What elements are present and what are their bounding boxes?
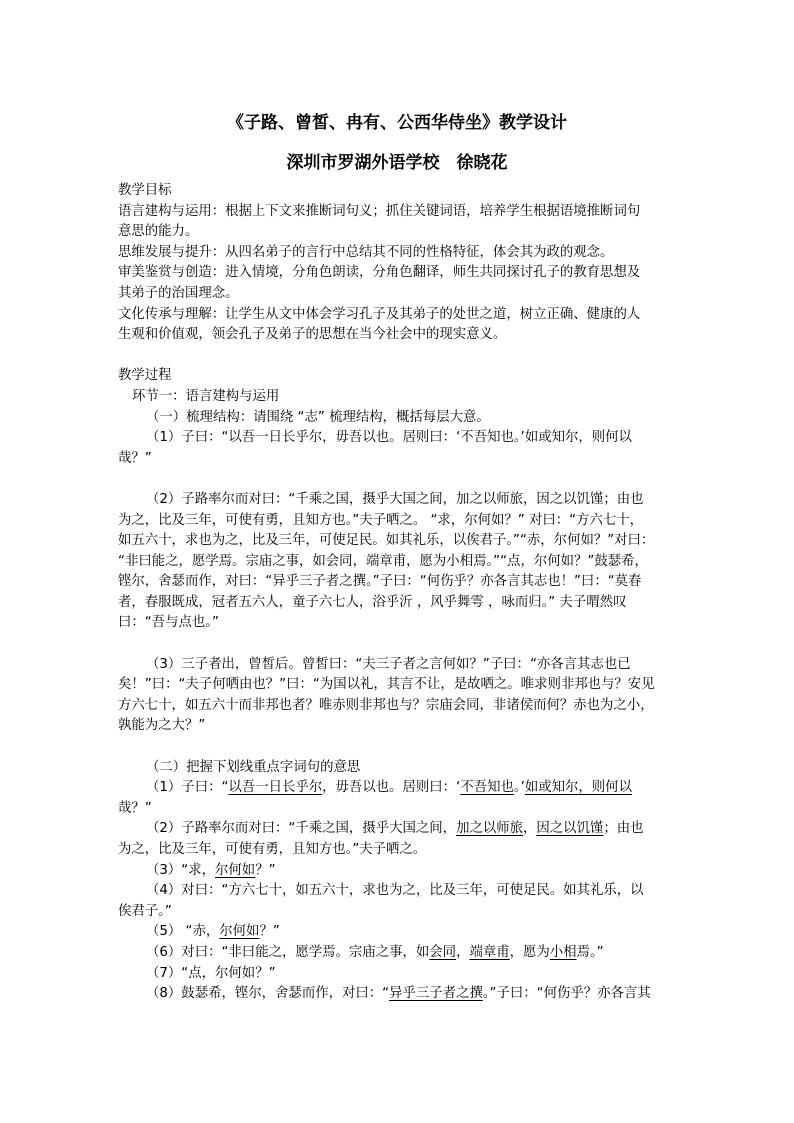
text-span: ；由也: [603, 821, 644, 837]
question-line: [118, 984, 678, 1005]
text-line: 曰：“吾与点也。”: [118, 615, 219, 631]
question-line: [118, 778, 678, 799]
underlined-phrase: 不吾知也: [460, 780, 514, 796]
text-line: 如五六十，求也为之，比及三年，可使足民。如其礼乐，以俟君子。”“赤，尔何如？”对曰：: [118, 533, 655, 549]
text-span: ，: [456, 944, 470, 960]
subsection-heading: （二）把握下划线重点字词句的意思: [146, 759, 361, 775]
goal-line: 思维发展与提升：从四名弟子的言行中总结其不同的性格特征，体会其为政的观念。: [118, 244, 614, 260]
subsection-heading: （一）梳理结构：请围绕 “志” 梳理结构，概括每层大意。: [146, 409, 490, 425]
goal-line: 意思的能力。: [118, 224, 199, 240]
text-line: （1）子曰：“以吾一日长乎尔，毋吾以也。居则曰：‘不吾知也。’如或知尔，则何以: [146, 430, 632, 446]
underlined-phrase: 因之以饥馑: [536, 821, 604, 837]
underlined-phrase: 端章甫: [469, 944, 510, 960]
text-span: ？”: [255, 862, 276, 878]
underlined-phrase: 以吾一日长乎尔: [228, 780, 323, 796]
underlined-phrase: 尔何如: [215, 862, 256, 878]
text-line: “非曰能之，愿学焉。宗庙之事，如会同，端章甫，愿为小相焉。”“点，尔何如？”鼓瑟希，: [118, 553, 648, 569]
spacer: [118, 469, 678, 490]
underlined-phrase: 异乎三子者之撰: [389, 986, 483, 1002]
question-line: [118, 861, 678, 882]
text-line: 哉？”: [118, 450, 152, 466]
text-span: 焉。”: [576, 944, 604, 960]
goal-line: 其弟子的治国理念。: [118, 285, 239, 301]
question-line: [118, 922, 678, 943]
author-line: 深圳市罗湖外语学校 徐晓花: [286, 153, 508, 173]
question-line: 俟君子。”: [118, 903, 172, 919]
text-span: 。”子曰：“何伤乎？亦各言其: [482, 986, 651, 1002]
goal-line: 文化传承与理解：让学生从文中体会学习孔子及其弟子的处世之道，树立正确、健康的人: [118, 306, 641, 322]
text-span: （8）鼓瑟希，铿尔，舍瑟而作，对曰：“: [146, 986, 390, 1002]
text-span: ，愿为: [509, 944, 550, 960]
text-line: 为之，比及三年，可使有勇，且知方也。”夫子哂之。 “求，尔何如？” 对曰：“方六七十，: [118, 512, 644, 528]
spacer: [118, 346, 678, 367]
question-line: （4）对曰：“方六七十，如五六十，求也为之，比及三年，可使足民。如其礼乐，以: [146, 883, 644, 899]
goal-line: 语言建构与运用：根据上下文来推断词句义；抓住关键词语，培养学生根据语境推断词句: [118, 203, 641, 219]
underlined-phrase: 小相: [549, 944, 577, 960]
underlined-phrase: 加之以师旅: [456, 821, 524, 837]
step-heading: 环节一：语言建构与运用: [132, 388, 280, 404]
text-span: 。’: [513, 780, 525, 796]
text-span: （3）“求，: [146, 862, 216, 878]
question-line: 为之，比及三年，可使有勇，且知方也。”夫子哂之。: [118, 842, 427, 857]
process-heading: 教学过程: [118, 368, 172, 384]
text-line: 矣！”曰：“夫子何哂由也？”曰：“为国以礼，其言不让，是故哂之。唯求则非邦也与？安见: [118, 677, 655, 693]
text-line: 方六七十，如五六十而非邦也者？唯赤则非邦也与？宗庙会同，非诸侯而何？赤也为之小，: [118, 697, 654, 713]
text-span: （2）子路率尔而对曰：“千乘之国，摄乎大国之间，: [146, 821, 457, 837]
goal-line: 生观和价值观，领会孔子及弟子的思想在当今社会中的现实意义。: [118, 327, 507, 343]
goals-heading: 教学目标: [118, 183, 172, 198]
text-line: （2）子路率尔而对曰：“千乘之国，摄乎大国之间，加之以师旅，因之以饥馑；由也: [146, 491, 644, 507]
question-line: 哉？”: [118, 800, 152, 816]
text-span: ？”: [259, 924, 280, 940]
document-body: [118, 181, 678, 1005]
text-line: 者，春服既成，冠者五六人，童子六七人，浴乎沂 ，风乎舞雩 ，咏而归。” 夫子喟然叹: [118, 594, 627, 610]
goal-line: 审美鉴赏与创造：进入情境，分角色朗读，分角色翻译，师生共同探讨孔子的教育思想及: [118, 265, 641, 281]
spacer: [118, 634, 678, 655]
text-span: （6）对曰：“非曰能之，愿学焉。宗庙之事，如: [146, 944, 430, 960]
text-span: （1）子曰：“: [146, 780, 229, 796]
underlined-phrase: 如或知尔，则何以: [524, 780, 632, 796]
question-line: （7）“点，尔何如？”: [146, 965, 276, 981]
spacer: [118, 737, 678, 758]
question-line: [118, 819, 678, 840]
text-span: ，: [523, 821, 537, 837]
underlined-phrase: 尔何如: [219, 924, 260, 940]
text-line: 孰能为之大？”: [118, 718, 206, 734]
text-span: ，毋吾以也。居则曰：‘: [322, 780, 461, 796]
underlined-phrase: 会同: [429, 944, 457, 960]
question-line: [118, 943, 678, 964]
text-line: 铿尔，舍瑟而作，对曰：“异乎三子者之撰。”子曰：“何伤乎？亦各言其志也！”曰：“莫春: [118, 574, 642, 590]
document-title: 《子路、曾皙、冉有、公西华侍坐》教学设计: [227, 113, 567, 133]
text-line: （3）三子者出，曾皙后。曾皙曰：“夫三子者之言何如？”子曰：“亦各言其志也已: [146, 656, 631, 672]
text-span: （5） “赤，: [146, 924, 220, 940]
